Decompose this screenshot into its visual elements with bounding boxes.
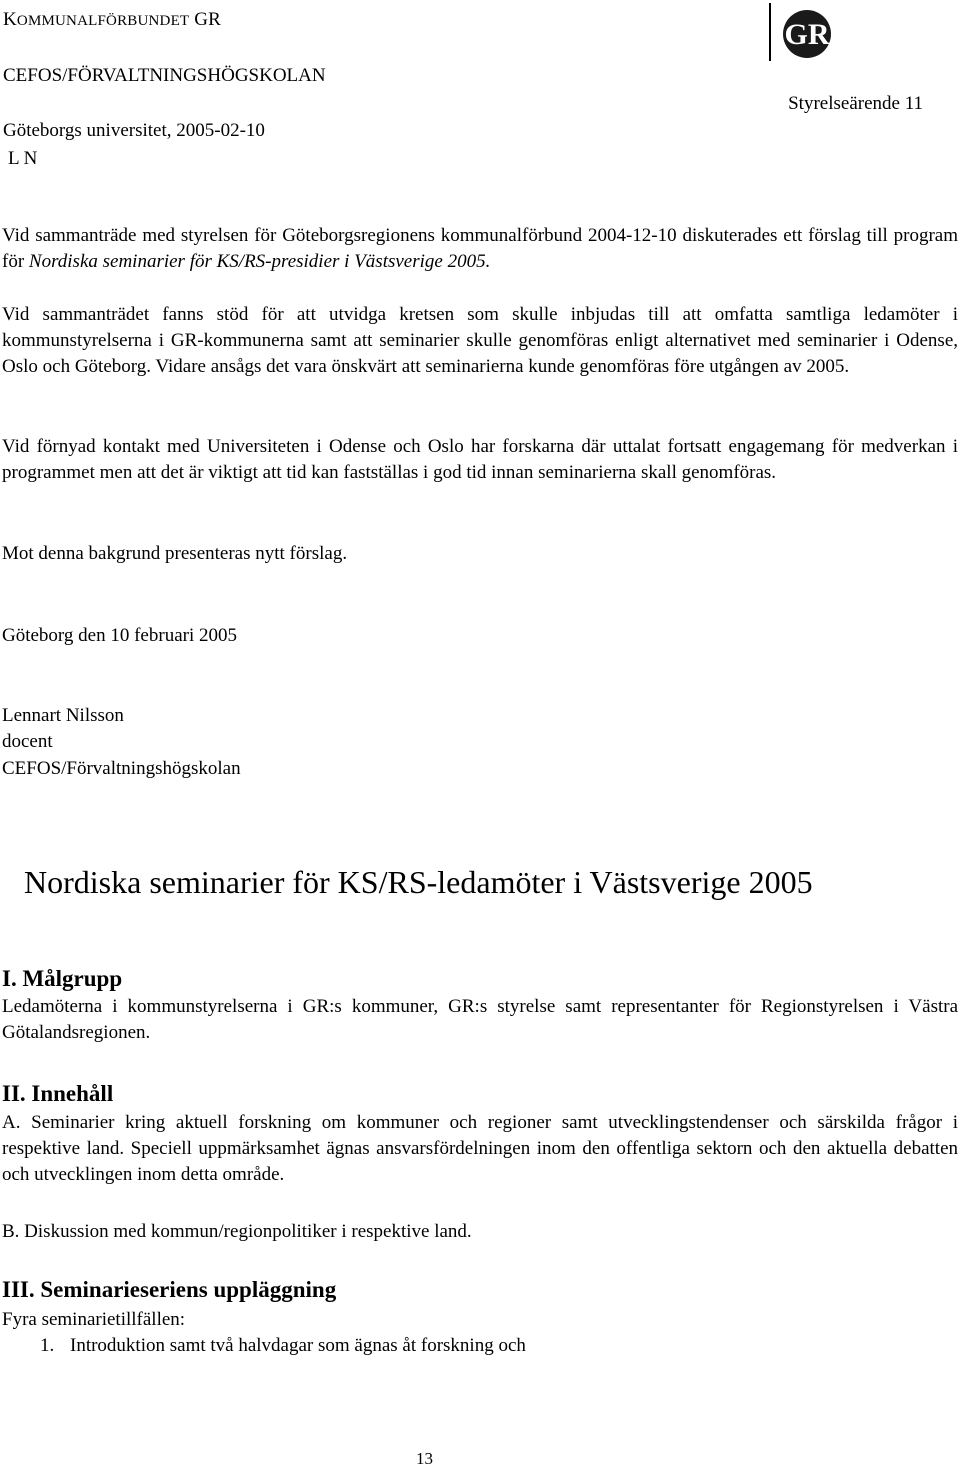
program-title: Nordiska seminarier för KS/RS-ledamöter i Västsverige 2005: [24, 864, 813, 900]
section-heading-malgrupp: I. Målgrupp: [2, 966, 123, 991]
list-item: [40, 1333, 526, 1359]
signature-org: CEFOS/Förvaltningshögskolan: [2, 758, 241, 779]
document-reference: Styrelseärende 11: [788, 93, 923, 114]
university-date: Göteborgs universitet, 2005-02-10: [3, 120, 265, 141]
org-name-rest: OMMUNALFÖRBUNDET: [16, 13, 190, 29]
section-intro-upplaggning: Fyra seminarietillfällen:: [2, 1309, 186, 1330]
author-initials: L N: [8, 148, 38, 169]
org-initial: K: [3, 9, 17, 30]
page-number: 13: [416, 1449, 433, 1468]
gr-logo-text: GR: [784, 18, 830, 51]
section-item-b: B. Diskussion med kommun/regionpolitiker i respektive land.: [2, 1221, 472, 1242]
signature-name: Lennart Nilsson: [2, 705, 124, 726]
paragraph-intro: [2, 223, 958, 275]
date-line: Göteborg den 10 februari 2005: [2, 625, 237, 646]
organization-name: [3, 9, 221, 32]
list-item-text: Introduktion samt två halvdagar som ägnas åt forskning och: [70, 1335, 526, 1356]
list-item-number: 1.: [40, 1335, 55, 1356]
school-name: CEFOS/FÖRVALTNINGSHÖGSKOLAN: [3, 65, 326, 86]
paragraph-proposal: Mot denna bakgrund presenteras nytt förslag.: [2, 543, 348, 564]
section-item-a: A. Seminarier kring aktuell forskning om kommuner och regioner samt utvecklingstendenser och särskilda frågor i respektive land. Speciell uppmärksamhet ägnas ansvarsfördelningen inom den offentliga sektorn och den aktuella debatten och utvecklingen inom detta område.: [2, 1112, 958, 1185]
section-heading-upplaggning: III. Seminarieseriens uppläggning: [2, 1277, 337, 1302]
logo-divider: [769, 3, 771, 61]
paragraph-intro-italic: Nordiska seminarier för KS/RS-presidier i Västsverige 2005.: [28, 251, 491, 272]
signature-title: docent: [2, 731, 53, 752]
section-heading-innehall: II. Innehåll: [2, 1081, 114, 1106]
gr-logo: [778, 4, 840, 60]
section-text-malgrupp: Ledamöterna i kommunstyrelserna i GR:s kommuner, GR:s styrelse samt representanter för Regionstyrelsen i Västra Götalandsregionen.: [2, 996, 958, 1043]
org-gr: GR: [194, 9, 222, 30]
paragraph-support: Vid sammanträdet fanns stöd för att utvidga kretsen som skulle inbjudas till att omfatta samtliga ledamöter i kommunstyrelserna i GR-kommunerna samt att seminarier skulle genomföras enligt alternativet med seminarier i Odense, Oslo och Göteborg. Vidare ansågs det vara önskvärt att seminarierna kunde genomföras före utgången av 2005.: [2, 304, 958, 377]
paragraph-intro-text: Vid sammanträde med styrelsen för Göteborgsregionens kommunalförbund 2004-12-10 diskuterades ett förslag till program för: [2, 225, 958, 272]
paragraph-contact: Vid förnyad kontakt med Universiteten i Odense och Oslo har forskarna där uttalat fortsatt engagemang för medverkan i programmet men att det är viktigt att tid kan fastställas i god tid innan seminarierna skall genomföras.: [2, 436, 958, 483]
